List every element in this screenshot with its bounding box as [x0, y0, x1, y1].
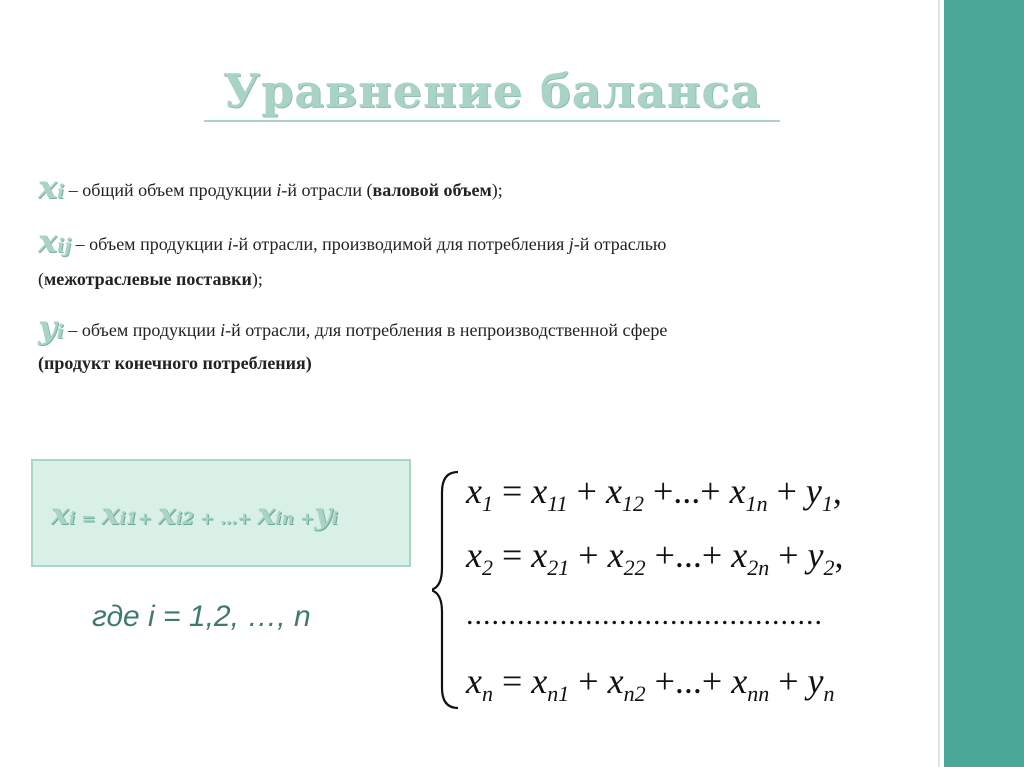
definition-x-ij: xij – объем продукции i-й отрасли, производимой для потребления j-й отраслью: [38, 222, 667, 260]
definition-x-i: xi – общий объем продукции i-й отрасли (валовой объем);: [38, 168, 503, 206]
definition-x-ij-line2: (межотраслевые поставки);: [38, 269, 263, 289]
equation-row-2: $x_2 = x_{21} + x_{22}$ +...+ $x_{2n} + y_2$,: [466, 535, 844, 580]
equation-row-n: $x_n = x_{n1} + x_{n2}$ +...+ $x_{nn} + y_n$: [466, 661, 835, 706]
balance-formula-box: [31, 459, 411, 567]
slide-title: Уравнение баланса: [222, 64, 762, 118]
system-brace: [432, 470, 462, 710]
symbol-x-i: xi: [38, 168, 65, 206]
symbol-y-i: yi: [38, 308, 64, 346]
balance-formula: xi = xi1+ xi2 + …+ xin +yi: [51, 497, 339, 532]
definition-y-i: yi – объем продукции i-й отрасли, для потребления в непроизводственной сфере: [38, 308, 668, 346]
equation-row-1: $x_1 = x_{11} + x_{12}$ +...+ $x_{1n} + y_1$,: [466, 471, 842, 516]
index-range-note: где i = 1,2, …, n: [92, 600, 311, 633]
definition-y-i-line2: (продукт конечного потребления): [38, 353, 312, 373]
symbol-x-ij: xij: [38, 222, 72, 260]
title-underline: [204, 120, 780, 122]
equation-dots-row: ..........................................: [466, 598, 823, 631]
